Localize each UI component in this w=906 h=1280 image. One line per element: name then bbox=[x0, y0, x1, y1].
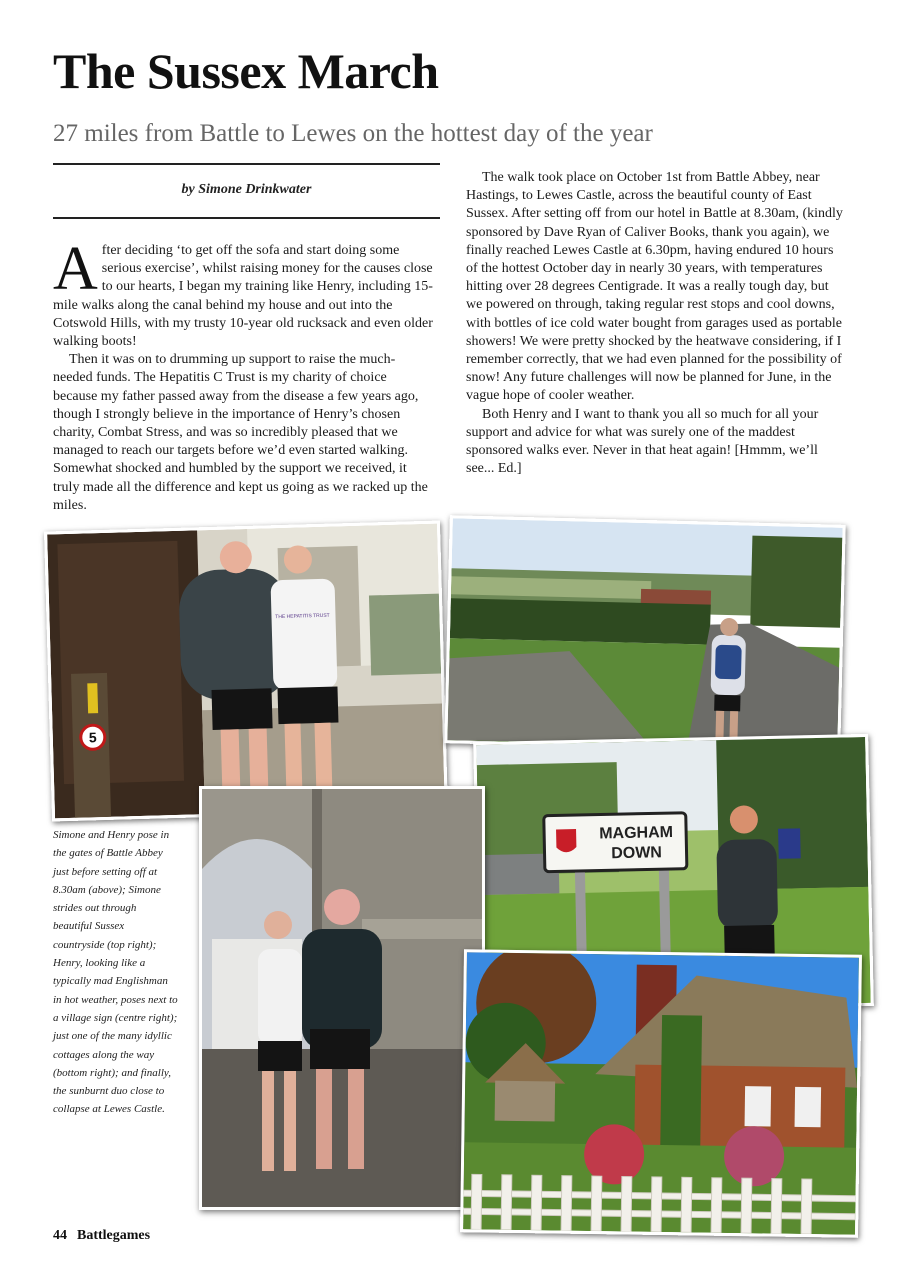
tshirt-print: THE HEPATITIS TRUST bbox=[275, 612, 330, 621]
paragraph-1-text: fter deciding ‘to get off the sofa and start doing some serious exercise’, whilst raising money for the causes close to our hearts, I began my training like Henry, including 15-mile walks along the canal behind my house and out into the Cotswold Hills, with my trusty 10-year old rucksack and even older walking boots! bbox=[53, 243, 433, 350]
photo-lewes-castle bbox=[199, 786, 485, 1210]
magazine-name: Battlegames bbox=[77, 1228, 151, 1243]
drop-cap: A bbox=[53, 235, 98, 303]
article-title: The Sussex March bbox=[53, 43, 439, 99]
article-column-left bbox=[53, 235, 433, 515]
byline: by Simone Drinkwater bbox=[181, 182, 312, 197]
post-number: 5 bbox=[88, 729, 97, 746]
paragraph-3: The walk took place on October 1st from Battle Abbey, near Hastings, to Lewes Castle, across the beautiful county of East Sussex. After setting off from our hotel in Battle at 8.30am, (kindly sponsored by Dave Ryan of Caliver Books, thank you again), we finally reached Lewes Castle at 6.30pm, having endured 10 hours of the hottest October day in nearly 30 years, with temperatures hitting over 28 degrees Centigrade. It was a really tough day, but we powered on through, taking regular rest stops and cool downs, with bottles of ice cold water bought from garages used as portable showers! We were pretty shocked by the heatwave considering, if I remember correctly, that we had even planned for the possibility of snow! Any future challenges will now be planned for June, in the vague hope of cooler weather. bbox=[466, 170, 843, 404]
editor-note: [Hmmm, we’ll see... Ed.] bbox=[466, 443, 818, 477]
byline-rule bbox=[53, 217, 440, 219]
title-rule bbox=[53, 163, 440, 165]
photo-thatched-cottage bbox=[460, 949, 862, 1238]
article-subtitle: 27 miles from Battle to Lewes on the hottest day of the year bbox=[53, 120, 653, 147]
article-column-right bbox=[466, 169, 844, 478]
page-number: 44 bbox=[53, 1228, 67, 1243]
sign-line-2: DOWN bbox=[611, 844, 663, 863]
page-footer bbox=[53, 1228, 160, 1244]
photo-caption: Simone and Henry pose in the gates of Battle Abbey just before setting off at 8.30am (above); Simone strides out through beautiful Sussex countryside (top right); Henry, looking like a typically mad Englishman in hot weather, poses next to a village sign (centre right); just one of the many idyllic cottages along the way (bottom right); and finally, the sunburnt duo close to collapse at Lewes Castle. bbox=[53, 829, 178, 1116]
paragraph-4-text: Both Henry and I want to thank you all so much for all your support and advice for what was surely one of the maddest sponsored walks ever. Never in that heat again! bbox=[466, 406, 819, 459]
paragraph-4 bbox=[466, 406, 844, 479]
photo-countryside-road bbox=[444, 515, 845, 753]
photo-abbey-gate bbox=[44, 521, 448, 822]
sign-line-1: MAGHAM bbox=[599, 824, 674, 843]
paragraph-2: Then it was on to drumming up support to raise the much-needed funds. The Hepatitis C Trust is my charity of choice because my father passed away from the disease a few years ago, though I strongly believe in the importance of Henry’s chosen charity, Combat Stress, and was so incredibly pleased that we managed to reach our targets before we’d even started walking. Somewhat shocked and humbled by the support we received, it truly made all the difference and kept us going as we racked up the miles. bbox=[53, 352, 428, 513]
paragraph-1 bbox=[53, 235, 433, 351]
